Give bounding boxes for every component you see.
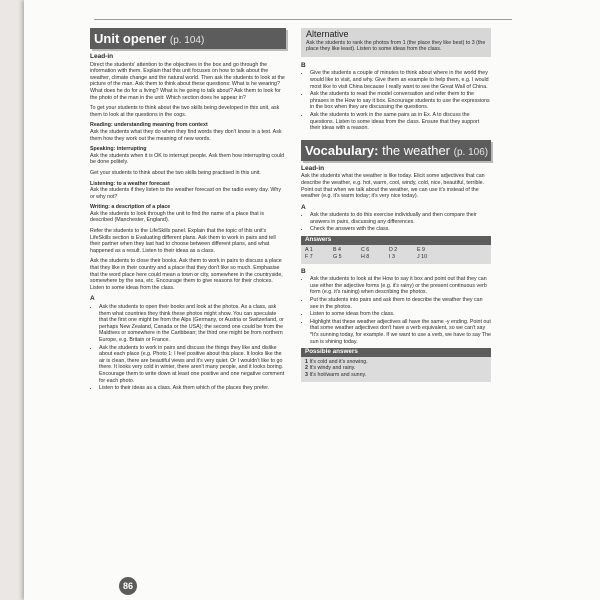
answer-item: G 5 xyxy=(333,253,342,260)
speaking-skill-text: Ask the students when it is OK to interrupt people. Ask them how interrupting could be done politely. xyxy=(90,152,285,166)
left-column xyxy=(90,28,286,395)
alternative-title: Alternative xyxy=(306,29,349,39)
answer-item: H 8 xyxy=(361,253,370,260)
vocab-b-heading: B xyxy=(301,267,306,275)
list-item: • Ask the students to do this exercise individually and then compare their answers in pairs, discussing any differences. xyxy=(310,212,491,225)
list-item: • Ask the students to look at the How to say it box and point out that they can use either the adjective forms (e.g. it's rainy) or the present continuous verb form (e.g. it's raining) when describing the photos. xyxy=(310,276,491,296)
exercise-a-heading: A xyxy=(90,295,95,303)
listening-skill-text: Ask the students if they listen to the weather forecast on the radio every day. Why or why not? xyxy=(90,187,281,200)
writing-skill xyxy=(90,204,286,224)
listening-skill xyxy=(90,181,286,201)
listening-skill-heading: Listening: to a weather forecast xyxy=(90,180,170,187)
writing-skill-text: Ask the students to look through the unit to find the name of a place that is described (Manchester, England). xyxy=(90,210,265,224)
lifeskills-paragraph: Refer the students to the LifeSkills panel. Explain that the topic of this unit's LifeSkills section is Evaluating different plans. Ask them to work in pairs and tell their partner when they last had to choose between different plans, and what happened as a result. Listen to their ideas as a class. xyxy=(90,228,276,254)
answers-box xyxy=(301,245,491,264)
answer-item: B 4 xyxy=(333,246,341,253)
vocab-leadin-heading: Lead-in xyxy=(301,164,325,172)
vocabulary-title-bold: Vocabulary: xyxy=(305,142,379,158)
alternative-box xyxy=(301,28,491,57)
answer-item: F 7 xyxy=(305,253,313,260)
leadin-heading: Lead-in xyxy=(90,53,114,60)
unit-opener-page-ref: (p. 104) xyxy=(169,35,205,46)
answer-item: I 3 xyxy=(389,253,395,260)
vocabulary-header xyxy=(301,140,491,161)
reading-skill-text: Ask the students what they do when they find words they don't know in a text. Ask them how they work out the meaning of new words. xyxy=(90,128,282,142)
possible-answers-box xyxy=(301,357,491,382)
list-item: • Give the students a couple of minutes to think about where in the world they would like to visit, and why. Give them an example to help them, e.g. I would most like to visit China because I really want to see the Great Wall of China. xyxy=(310,70,491,90)
practised-skills-paragraph: Get your students to think about the two skills being practised in this unit. xyxy=(90,169,261,176)
list-item: • Ask the students to work in the same pairs as in Ex. A to discuss the questions. Listen to some ideas from the class. Ensure that they support their ideas with a reason. xyxy=(310,112,491,132)
speaking-skill xyxy=(90,146,286,166)
exercise-b-heading: B xyxy=(301,61,306,69)
list-item: • Highlight that these weather adjectives all have the same -y ending. Point out that some weather adjectives don't have a verb equivalent, so we can't say *It's sunning today, for example. If we want to use a verb, we have to say The sun is shining today. xyxy=(310,319,491,345)
leadin-paragraph: Direct the students' attention to the objectives in the box and go through the information with them. Explain that this unit focuses on how to talk about the weather, climate change and the natural world. Then ask the students to look at the picture of the man. Ask them to think about these questions: What is he wearing? What does he do for a living? What is he going to talk about? Ask them to look for the photo of the man in the unit: Which section does he appear in? xyxy=(90,61,285,101)
writing-skill-heading: Writing: a description of a place xyxy=(90,204,171,211)
unit-opener-title: Unit opener xyxy=(94,31,167,46)
top-rule xyxy=(94,19,512,20)
list-item: • Ask the students to open their books and look at the photos. As a class, ask them what countries they think these photos might show. You can speculate that the first one might be from the Alps (Germany, or Austria or Switzerland, or perhaps New Zealand, Canada or the USA); the second one could be from the Maldives or somewhere in the Caribbean; the third one might be from northern Europe, e.g. Britain or France. xyxy=(99,304,286,344)
exercise-b-list xyxy=(301,70,491,131)
vocab-a-heading: A xyxy=(301,203,306,211)
vocab-a-list xyxy=(301,212,491,233)
possible-answer: 3 It's hot/warm and sunny. xyxy=(305,371,367,378)
vocab-b-list xyxy=(301,276,491,345)
skills-paragraph: To get your students to think about the two skills being developed in this unit, ask them to look at the questions in the cogs. xyxy=(90,105,280,118)
reading-skill xyxy=(90,122,286,142)
exercise-a-list xyxy=(90,304,286,392)
vocabulary-title-topic: the weather xyxy=(382,142,451,158)
possible-answer: 1 It's cold and it's snowing. xyxy=(305,358,368,365)
possible-answers-heading: Possible answers xyxy=(301,348,491,357)
alternative-text: Ask the students to rank the photos from 1 (the place they like best) to 3 (the place they like least). Listen to some ideas from the class. xyxy=(306,39,486,53)
answer-item: J 10 xyxy=(417,253,428,260)
vocabulary-page-ref: (p. 106) xyxy=(453,146,489,158)
vocab-leadin-text: Ask the students what the weather is like today. Elicit some adjectives that can describe the weather, e.g. hot, warm, cool, windy, cold, nice, beautiful, terrible. Point out that when we talk about the weather, we can use it's instead of the weather (e.g. it's warm today; it's very nice today). xyxy=(301,173,485,200)
unit-opener-header xyxy=(90,28,286,49)
book-page xyxy=(24,0,600,600)
list-item: • Check the answers with the class. xyxy=(310,226,491,233)
page-number: 86 xyxy=(119,577,137,595)
answers-heading: Answers xyxy=(301,236,491,245)
reading-skill-heading: Reading: understanding meaning from context xyxy=(90,122,208,129)
list-item: • Ask the students to read the model conversation and refer them to the phrases in the How to say it box. Encourage students to use the expressions in the box when they are discussing the questions. xyxy=(310,91,491,111)
answer-item: C 6 xyxy=(361,246,370,253)
right-column xyxy=(301,28,491,382)
answer-item: D 2 xyxy=(389,246,398,253)
list-item: • Ask the students to work in pairs and discuss the things they like and dislike about each place (e.g. Photo 1: I feel positive about this place. It looks like the air is clean, there are beautiful views and it's very quiet. Or I wouldn't like to go there. It looks very cold in winter, there aren't many people, and it looks boring. Encourage them to write down at least one positive and one negative comment for each photo. xyxy=(99,345,286,385)
answer-item: A 1 xyxy=(305,246,313,253)
answers-grid xyxy=(305,247,487,261)
speaking-skill-heading: Speaking: interrupting xyxy=(90,146,147,153)
answer-item: E 9 xyxy=(417,246,425,253)
list-item: • Put the students into pairs and ask them to describe the weather they can see in the photos. xyxy=(310,297,491,310)
list-item: • Listen to their ideas as a class. Ask them which of the places they prefer. xyxy=(99,385,286,392)
close-books-paragraph: Ask the students to close their books. Ask them to work in pairs to discuss a place that they like in their country and a place that they don't like so much. Emphasise that the word place here could mean a town or city, somewhere in the countryside, somewhere by the sea, etc. Encourage them to give reasons for their choices. Listen to some ideas from the class. xyxy=(90,258,283,291)
possible-answer: 2 It's windy and rainy. xyxy=(305,365,356,372)
list-item: • Listen to some ideas from the class. xyxy=(310,311,491,318)
